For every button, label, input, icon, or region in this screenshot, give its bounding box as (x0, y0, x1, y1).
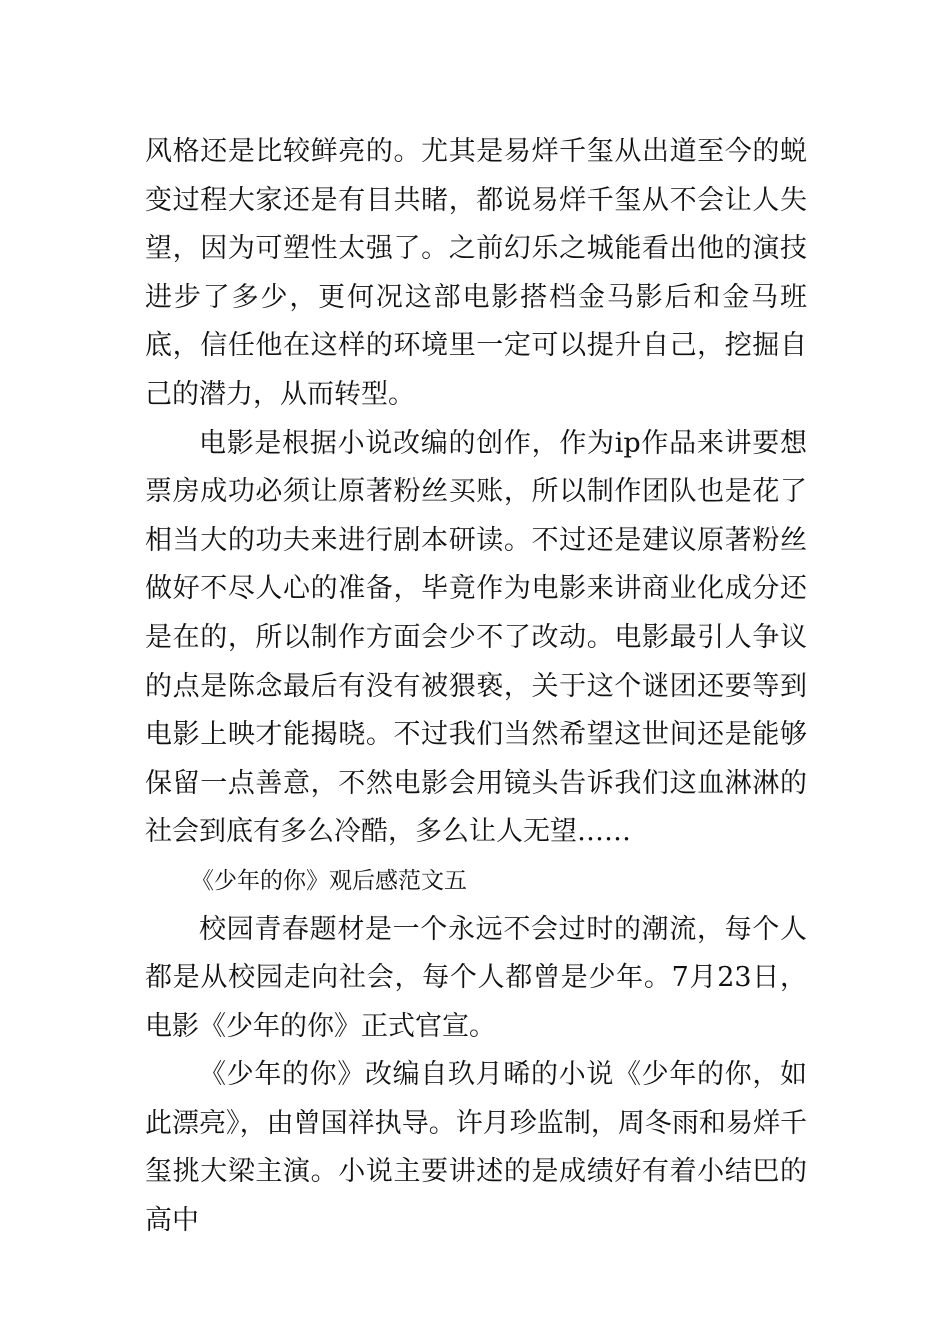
paragraph-4: 《少年的你》改编自玖月晞的小说《少年的你，如此漂亮》，由曾国祥执导。许月珍监制，周冬雨和易烊千玺挑大梁主演。小说主要讲述的是成绩好有着小结巴的高中 (145, 1059, 807, 1237)
paragraph-2: 电影是根据小说改编的创作，作为ip作品来讲要想票房成功必须让原著粉丝买账，所以制作团队也是花了相当大的功夫来进行剧本研读。不过还是建议原著粉丝做好不尽人心的准备，毕竟作为电影来讲商业化成分还是在的，所以制作方面会少不了改动。电影最引人争议的点是陈念最后有没有被猥亵，关于这个谜团还要等到电影上映才能揭晓。不过我们当然希望这世间还是能够保留一点善意，不然电影会用镜头告诉我们这血淋淋的社会到底有多么冷酷，多么让人无望…… (145, 427, 807, 848)
paragraph-1: 风格还是比较鲜亮的。尤其是易烊千玺从出道至今的蜕变过程大家还是有目共睹，都说易烊千玺从不会让人失望，因为可塑性太强了。之前幻乐之城能看出他的演技进步了多少，更何况这部电影搭档金马影后和金马班底，信任他在这样的环境里一定可以提升自己，挖掘自己的潜力，从而转型。 (145, 136, 807, 410)
document-body (145, 128, 807, 1246)
section-heading: 《少年的你》观后感范文五 (191, 867, 467, 894)
paragraph-3: 校园青春题材是一个永远不会过时的潮流，每个人都是从校园走向社会，每个人都曾是少年。7月23日，电影《少年的你》正式官宣。 (145, 913, 807, 1042)
